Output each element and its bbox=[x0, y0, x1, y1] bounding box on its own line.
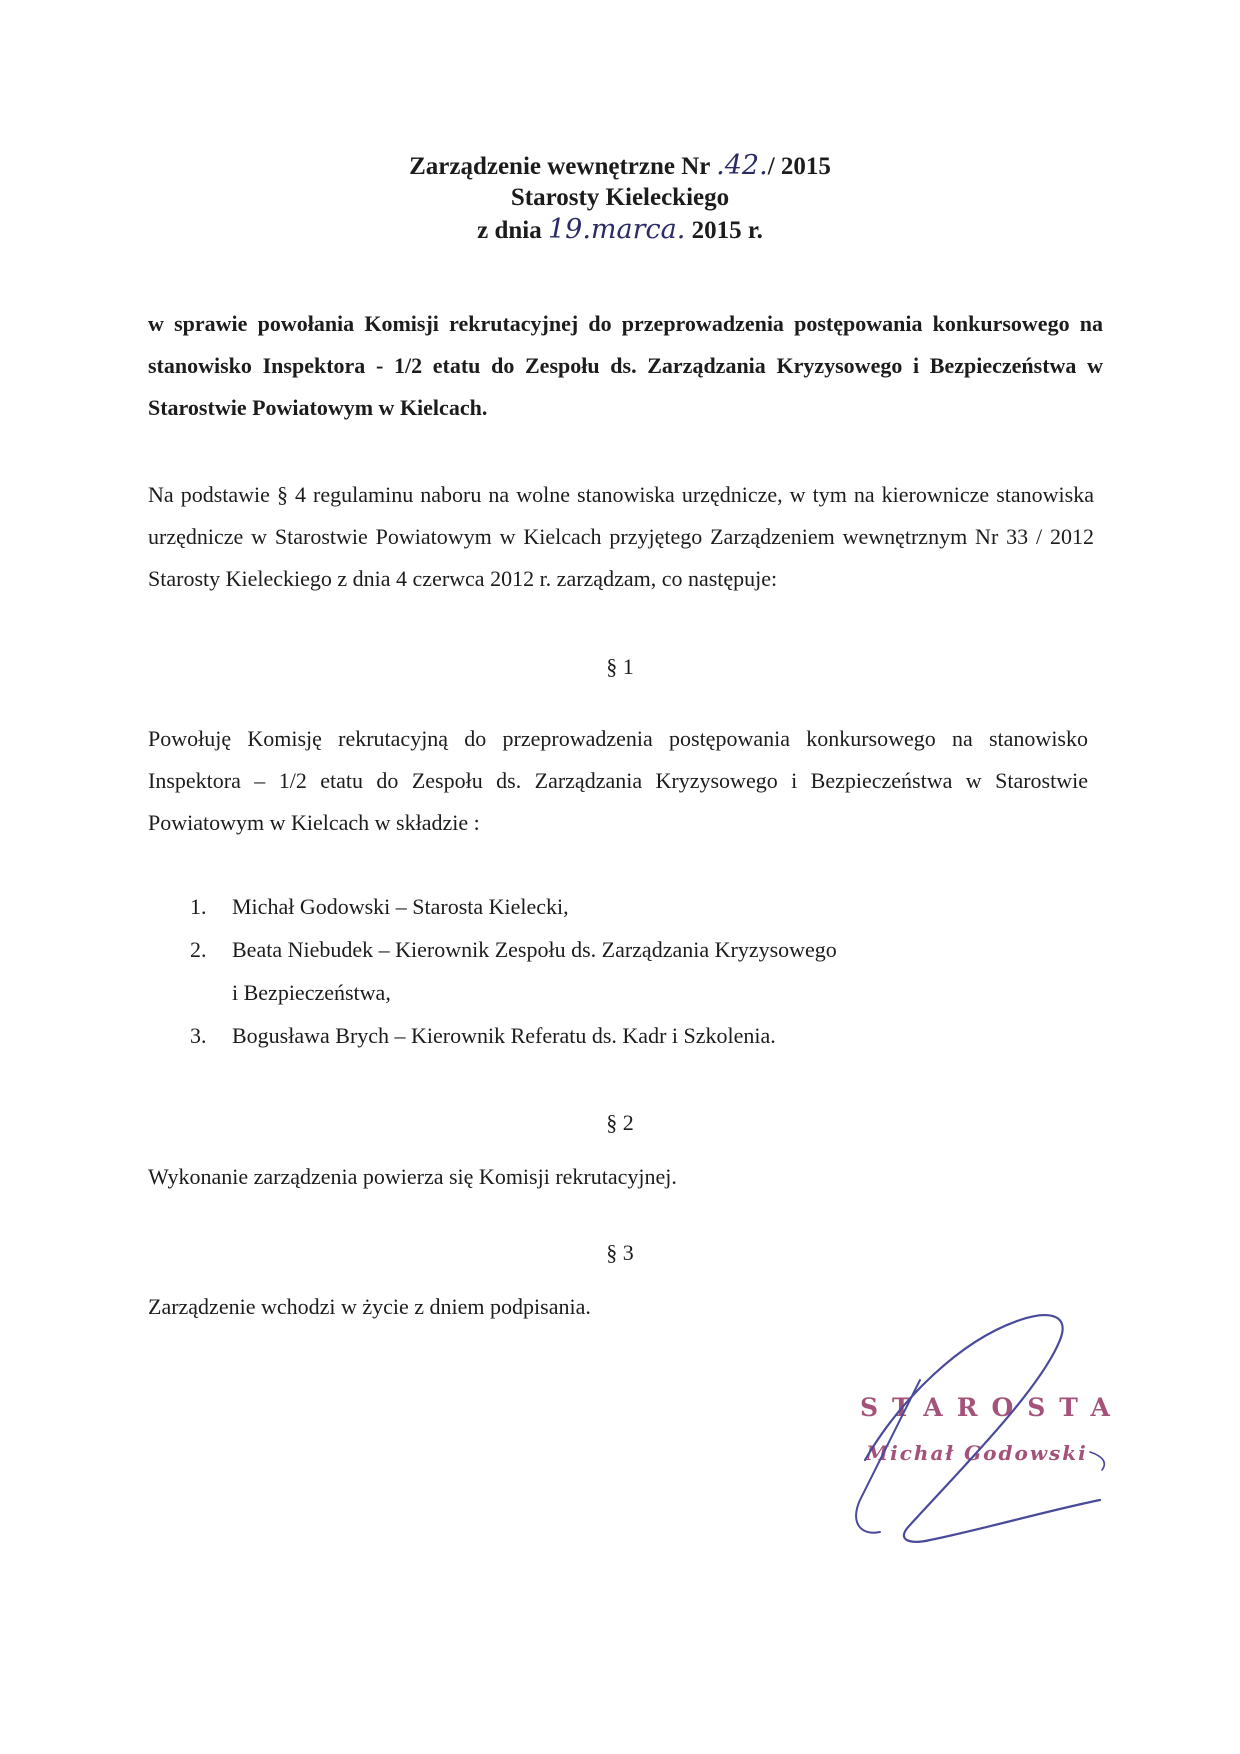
list-item-number: 3. bbox=[190, 1023, 207, 1048]
title-prefix: Zarządzenie wewnętrzne Nr bbox=[409, 153, 717, 180]
date-line bbox=[0, 214, 1240, 247]
intro-paragraph: Na podstawie § 4 regulaminu naboru na wolne stanowiska urzędnicze, w tym na kierownicze stanowiska urzędnicze w Starostwie Powiatowym w Kielcach przyjętego Zarządzeniem wewnętrznym Nr 33 / 2012 Starosty Kieleckiego z dnia 4 czerwca 2012 r. zarządzam, co następuje: bbox=[148, 482, 1094, 591]
handwritten-number: .42. bbox=[716, 150, 768, 181]
list-item-number: 1. bbox=[190, 894, 207, 919]
section-2-heading: § 2 bbox=[606, 1110, 634, 1135]
section-3-text: Zarządzenie wchodzi w życie z dniem podpisania. bbox=[148, 1294, 591, 1319]
list-item bbox=[190, 1023, 776, 1049]
signature-scribble bbox=[840, 1300, 1140, 1560]
list-item-text: Bogusława Brych – Kierownik Referatu ds. Kadr i Szkolenia. bbox=[232, 1023, 776, 1048]
list-item bbox=[190, 894, 569, 920]
handwritten-date: 19.marca. bbox=[547, 214, 686, 245]
issuer-line: Starosty Kieleckiego bbox=[510, 184, 730, 211]
section-2-text: Wykonanie zarządzenia powierza się Komisji rekrutacyjnej. bbox=[148, 1164, 677, 1189]
stamp-name: Michał Godowski bbox=[866, 1441, 1088, 1465]
stamp-title: STAROSTA bbox=[860, 1393, 1124, 1422]
date-suffix: 2015 r. bbox=[685, 217, 763, 244]
section-1-text: Powołuję Komisję rekrutacyjną do przeprowadzenia postępowania konkursowego na stanowisko Inspektora – 1/2 etatu do Zespołu ds. Zarządzania Kryzysowego i Bezpieczeństwa w Starostwie Powiatowym w Kielcach w składzie : bbox=[148, 726, 1088, 835]
list-item bbox=[190, 937, 837, 963]
document-title bbox=[0, 150, 1240, 183]
date-prefix: z dnia bbox=[477, 217, 548, 244]
list-item-text: i Bezpieczeństwa, bbox=[232, 980, 391, 1005]
list-item-text: Beata Niebudek – Kierownik Zespołu ds. Zarządzania Kryzysowego bbox=[232, 937, 837, 962]
section-1-heading: § 1 bbox=[606, 654, 634, 679]
section-3-heading: § 3 bbox=[606, 1240, 634, 1265]
list-item-text: Michał Godowski – Starosta Kielecki, bbox=[232, 894, 569, 919]
title-year: / 2015 bbox=[767, 153, 831, 180]
list-item-continuation bbox=[232, 980, 391, 1006]
subject-paragraph: w sprawie powołania Komisji rekrutacyjnej do przeprowadzenia postępowania konkursowego na stanowisko Inspektora - 1/2 etatu do Zespołu ds. Zarządzania Kryzysowego i Bezpieczeństwa w Starostwie Powiatowym w Kielcach. bbox=[148, 311, 1103, 420]
list-item-number: 2. bbox=[190, 937, 207, 962]
